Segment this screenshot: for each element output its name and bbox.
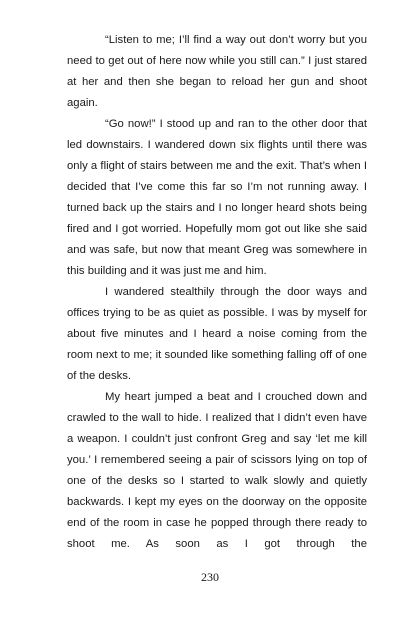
page-number: 230 xyxy=(201,570,219,584)
paragraph-1: “Listen to me; I’ll find a way out don’t worry but you need to get out of here now while you still can.” I just stared at her and then she began to reload her gun and shoot again. xyxy=(67,34,367,109)
paragraph-2: “Go now!” I stood up and ran to the other door that led downstairs. I wandered down six flights until there was only a flight of stairs between me and the exit. That’s when I decided that I’ve come this far so I’m not running away. I turned back up the stairs and I no longer heard shots being fired and I got worried. Hopefully mom got out like she said and was safe, but now that meant Greg was somewhere in this building and it was just me and him. xyxy=(67,118,367,277)
paragraph-4: My heart jumped a beat and I crouched down and crawled to the wall to hide. I realized that I didn’t even have a weapon. I couldn’t just confront Greg and say ‘let me kill you.’ I remembered seeing a pair of scissors lying on top of one of the desks so I started to walk slowly and quietly backwards. I kept my eyes on the doorway on the opposite end of the room in case he popped through there ready to shoot me. As soon as I got through the xyxy=(67,391,367,550)
paragraph-3: I wandered stealthily through the door ways and offices trying to be as quiet as possible. I was by myself for about five minutes and I heard a noise coming from the room next to me; it sounded like something falling off of one of the desks. xyxy=(67,286,367,382)
page-body xyxy=(67,30,367,555)
